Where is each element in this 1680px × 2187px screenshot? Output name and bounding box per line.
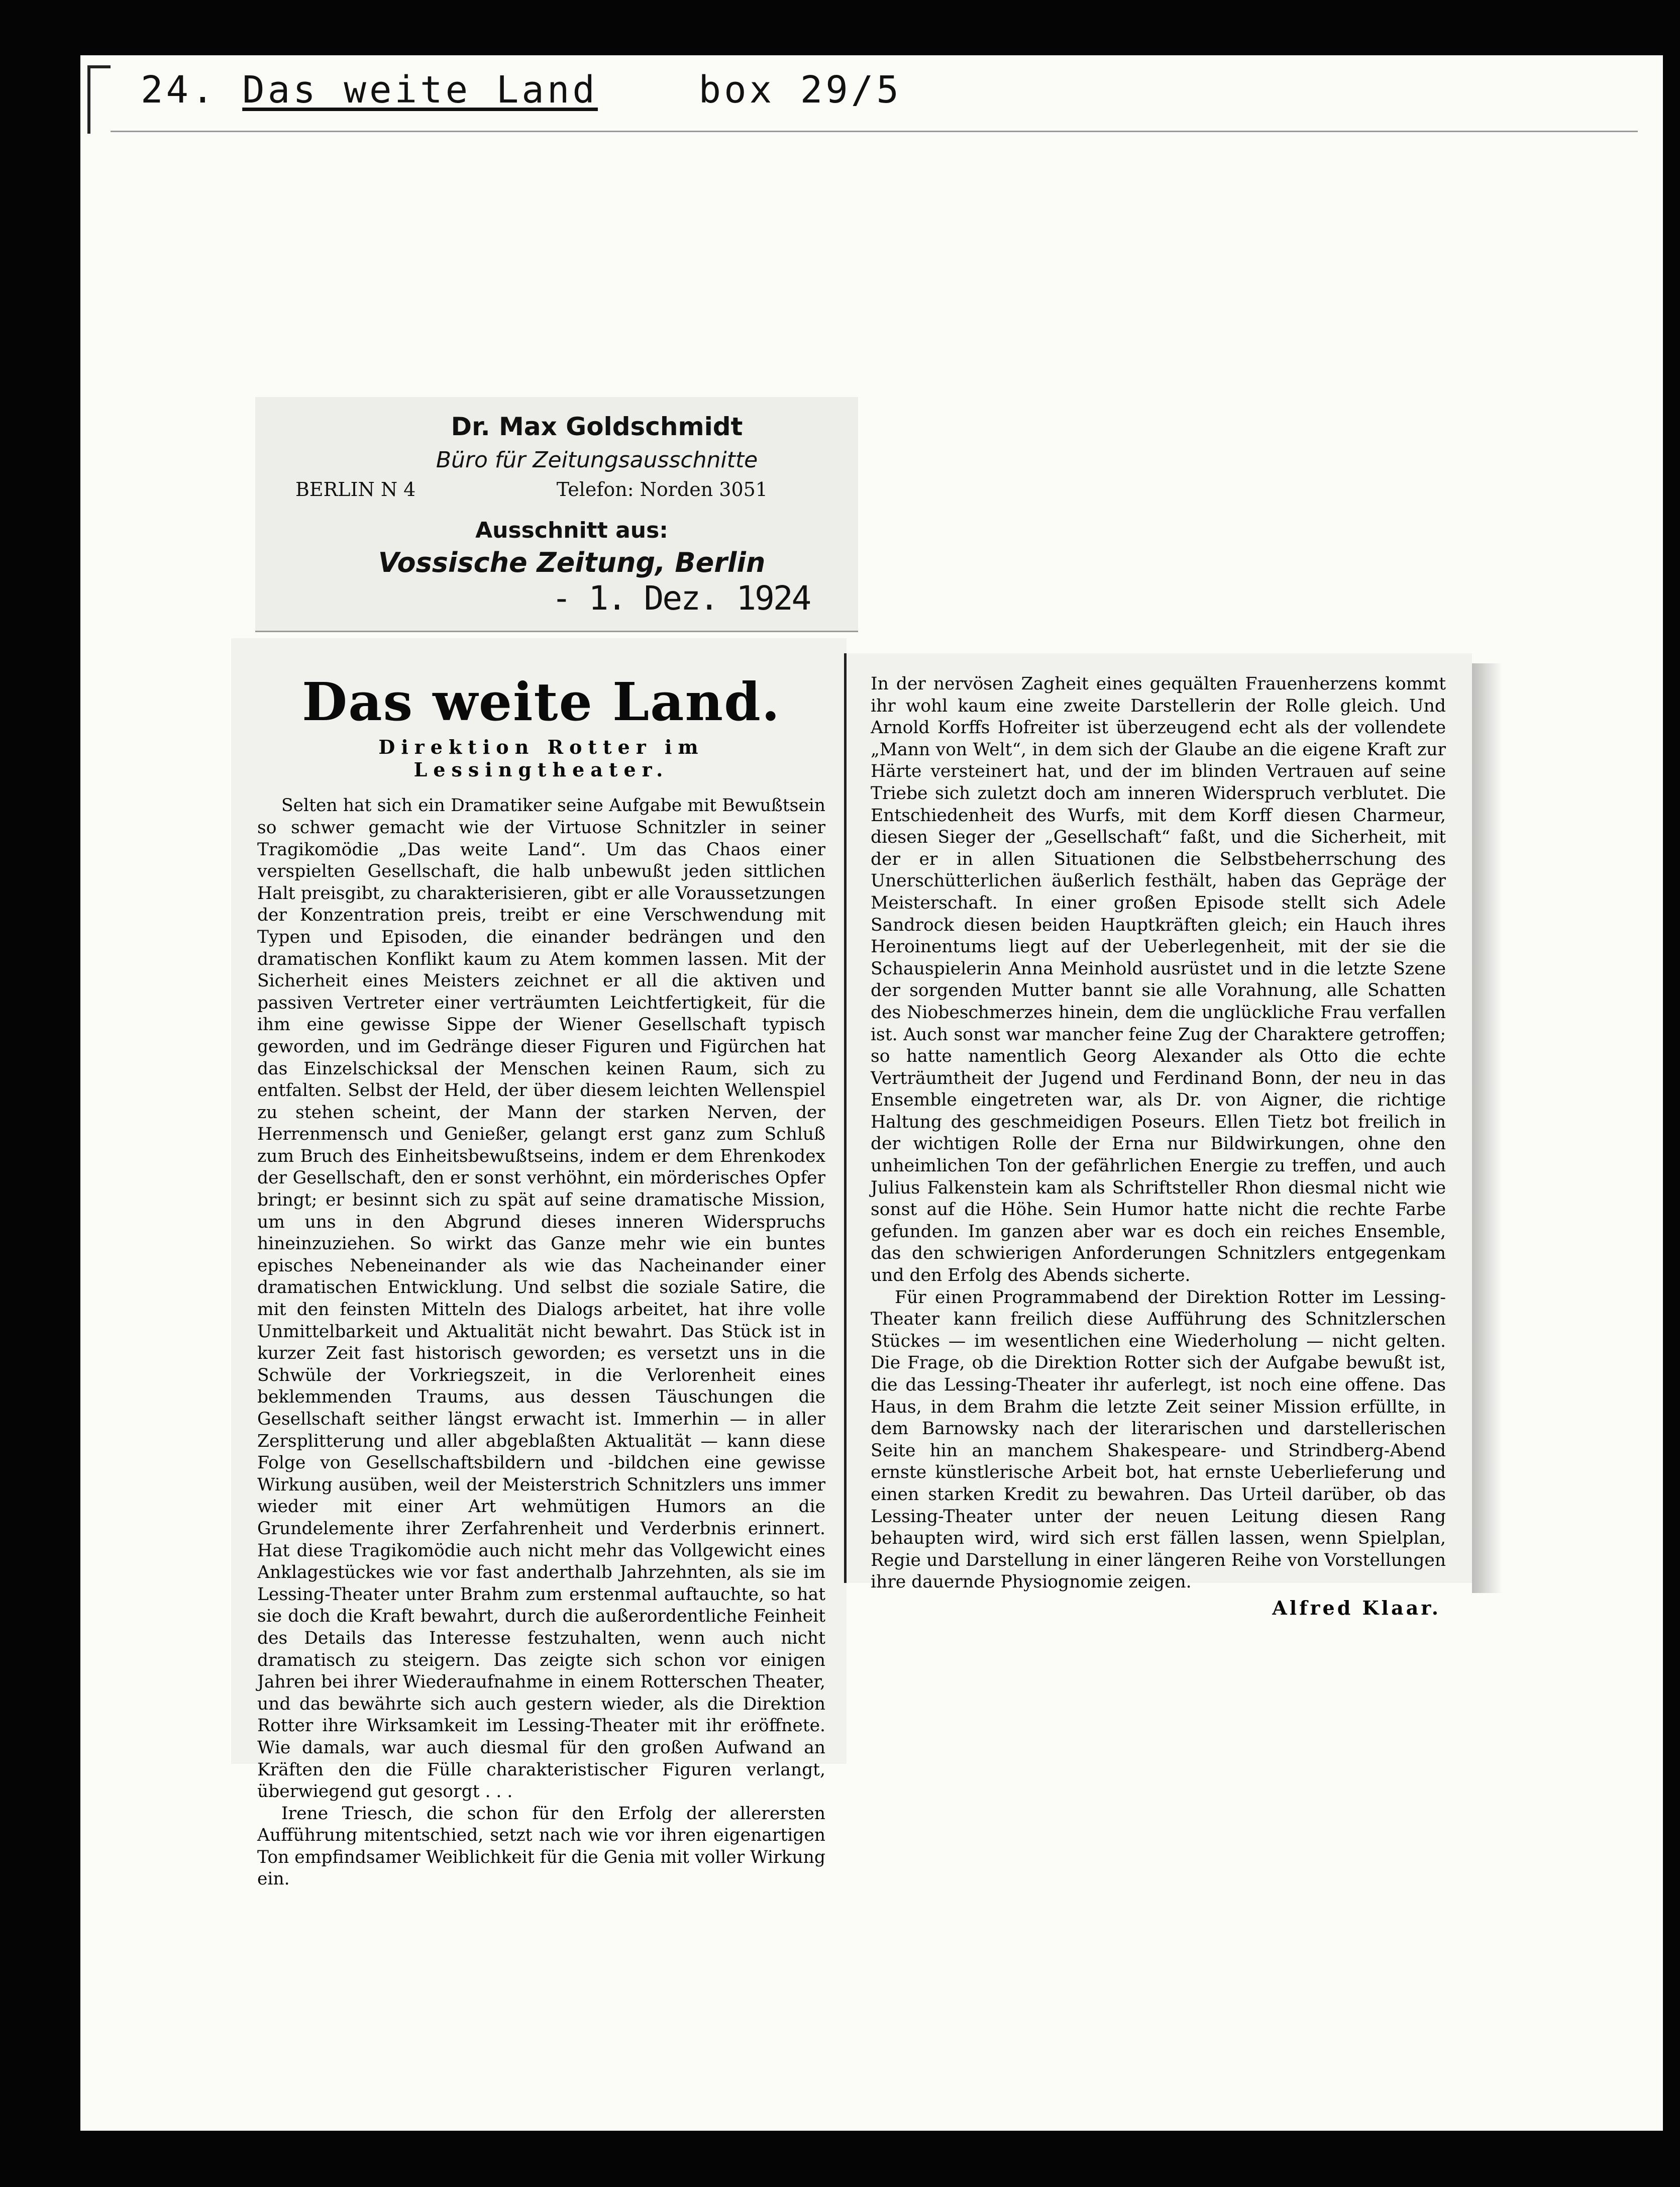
header-rule: [111, 131, 1638, 132]
article-paragraph: Irene Triesch, die schon für den Erfolg der allerersten Aufführung mitentschied, setzt nach wie vor ihren eigenartigen Ton empfindsamer Weiblichkeit für die Genia mit voller Wirkung ein.: [257, 1803, 825, 1890]
archive-title: Das weite Land: [242, 68, 598, 112]
cut-label: Ausschnitt aus:: [475, 518, 668, 543]
article-paragraph: Für einen Programmabend der Direktion Rotter im Lessing-Theater kann freilich diese Aufführung des Schnitzlerschen Stückes — im wesentlichen eine Wiederholung — nicht gelten. Die Frage, ob die Direktion Rotter sich der Aufgabe bewußt ist, die das Lessing-Theater ihr auferlegt, ist noch eine offene. Das Haus, in dem Brahm die letzte Zeit seiner Mission erfüllte, in dem Barnowsky nach der literarischen und darstellerischen Seite hin an manchem Shakespeare- und Strindberg-Abend ernste künstlerische Arbeit bot, hat ernste Ueberlieferung und einen starken Kredit zu bewahren. Das Urteil darüber, ob das Lessing-Theater unter der neuen Leitung diesen Rang behaupten wird, wird sich erst fällen lassen, wenn Spielplan, Regie und Darstellung in einer längeren Reihe von Vorstellungen ihre dauernde Physiognomie zeigen.: [871, 1287, 1446, 1593]
article-subhead: Direktion Rotter im Lessingtheater.: [378, 736, 704, 781]
archive-number: 24.: [141, 68, 217, 112]
archive-box: box 29/5: [698, 68, 902, 112]
clipping-shadow: [1472, 663, 1502, 1593]
article-column-left: [231, 638, 847, 1890]
article-author: Alfred Klaar.: [1272, 1596, 1441, 1619]
archive-label: [141, 68, 902, 112]
bureau-service: Büro für Zeitungsausschnitte: [436, 447, 758, 473]
article-paragraph: Selten hat sich ein Dramatiker seine Aufgabe mit Bewußtsein so schwer gemacht wie der Virtuose Schnitzler in seiner Tragikomödie „Das weite Land“. Um das Chaos einer verspielten Gesellschaft, die halb unbewußt jeden sittlichen Halt preisgibt, zu charakterisieren, gibt er alle Voraussetzungen der Konzentration preis, treibt er eine Verschwendung mit Typen und Episoden, die einander bedrängen und den dramatischen Konflikt kaum zu Atem kommen lassen. Mit der Sicherheit eines Meisters zeichnet er all die aktiven und passiven Vertreter einer verträumten Leichtfertigkeit, für die ihm eine gewisse Sippe der Wiener Gesellschaft typisch geworden, und im Gedränge dieser Figuren und Figürchen hat das Einzelschicksal der Menschen keinen Raum, sich zu entfalten. Selbst der Held, der über diesem leichten Wellenspiel zu stehen scheint, der Mann der starken Nerven, der Herrenmensch und Genießer, gelangt erst ganz zum Schluß zum Bruch des Einheitsbewußtseins, indem er dem Ehrenkodex der Gesellschaft, den er sonst verhöhnt, ein mörderisches Opfer bringt; er besinnt sich zu spät auf seine dramatische Mission, um uns in den Abgrund dieses inneren Widerspruchs hineinzuziehen. So wirkt das Ganze mehr wie ein buntes episches Nebeneinander als wie das Nacheinander einer dramatischen Entwicklung. Und selbst die soziale Satire, die mit den feinsten Mitteln des Dialogs arbeitet, hat ihre volle Unmittelbarkeit und Aktualität nicht bewahrt. Das Stück ist in kurzer Zeit fast historisch geworden; es versetzt uns in die Schwüle der Vorkriegszeit, in die Verlorenheit eines beklemmenden Traums, aus dessen Täuschungen die Gesellschaft seither längst erwacht ist. Immerhin — in aller Zersplitterung und aller abgeblaßten Aktualität — kann diese Folge von Gesellschaftsbildern und -bildchen eine gewisse Wirkung ausüben, weil der Meisterstrich Schnitzlers uns immer wieder mit einer Art wehmütigen Humors an die Grundelemente ihrer Zerfahrenheit und Verderbnis erinnert. Hat diese Tragikomödie auch nicht mehr das Vollgewicht eines Anklagestückes wie vor fast anderthalb Jahrzehnten, als sie im Lessing-Theater unter Brahm zum erstenmal auftauchte, so hat sie doch die Kraft bewahrt, durch die außerordentliche Feinheit des Details das Interesse festzuhalten, wenn auch nicht dramatisch zu steigern. Das zeigte sich schon vor einigen Jahren bei ihrer Wiederaufnahme in einem Rotterschen Theater, und das bewährte sich auch gestern wieder, als die Direktion Rotter ihre Wirksamkeit im Lessing-Theater mit ihr eröffnete. Wie damals, war auch diesmal für den großen Aufwand an Kräften den die Fülle charakteristischer Figuren verlangt, überwiegend gut gesorgt . . .: [257, 796, 825, 1802]
article-headline: Das weite Land.: [302, 671, 781, 733]
date-stamp: - 1. Dez. 1924: [552, 579, 810, 618]
bureau-city: BERLIN N 4: [295, 478, 416, 501]
corner-mark: [87, 65, 111, 134]
bureau-phone: Telefon: Norden 3051: [556, 478, 768, 501]
article-paragraph: In der nervösen Zagheit eines gequälten Frauenherzens kommt ihr wohl kaum eine zweite Darstellerin der Rolle gleich. Und Arnold Korffs Hofreiter ist überzeugend echt als der vollendete „Mann von Welt“, in dem sich der Glaube an die eigene Kraft zur Härte versteinert hat, und der im blinden Vertrauen auf seine Triebe sich zuletzt doch am inneren Widerspruch verblutet. Die Entschiedenheit des Wurfs, mit dem Korff diesen Charmeur, diesen Sieger der „Gesellschaft“ faßt, und die Sicherheit, mit der er in allen Situationen die Selbstbeherrschung des Unerschütterlichen äußerlich festhält, haben das Gepräge der Meisterschaft. In einer großen Episode stellt sich Adele Sandrock diesen beiden Hauptkräften gleich; ein Hauch ihres Heroinentums liegt auf der Ueberlegenheit, mit der sie die Schauspielerin Anna Meinhold ausrüstet und in die letzte Szene der sorgenden Mutter bannt sie alle Vorahnung, alle Schatten des Niobeschmerzes hinein, dem die unglückliche Frau verfallen ist. Auch sonst war mancher feine Zug der Charaktere getroffen; so hatte namentlich Georg Alexander als Otto die echte Verträumtheit der Jugend und Ferdinand Bonn, der neu in das Ensemble eingetreten war, als Dr. von Aigner, die richtige Haltung des geschmeidigen Poseurs. Ellen Tietz bot freilich in der wichtigen Rolle der Erna nur Bildwirkungen, ohne den unheimlichen Ton der gefährlichen Energie zu treffen, und auch Julius Falkenstein kam als Schriftsteller Rhon diesmal nicht wie sonst auf die Höhe. Sein Humor hatte nicht die rechte Farbe gefunden. Im ganzen aber war es doch ein reiches Ensemble, das den schwierigen Anforderungen Schnitzlers entgegenkam und den Erfolg des Abends sicherte.: [871, 674, 1446, 1286]
bureau-name: Dr. Max Goldschmidt: [451, 412, 743, 441]
article-column-right: [844, 653, 1472, 1619]
clipping-bureau-stamp: [255, 397, 858, 632]
newspaper-name: Vossische Zeitung, Berlin: [378, 547, 766, 578]
